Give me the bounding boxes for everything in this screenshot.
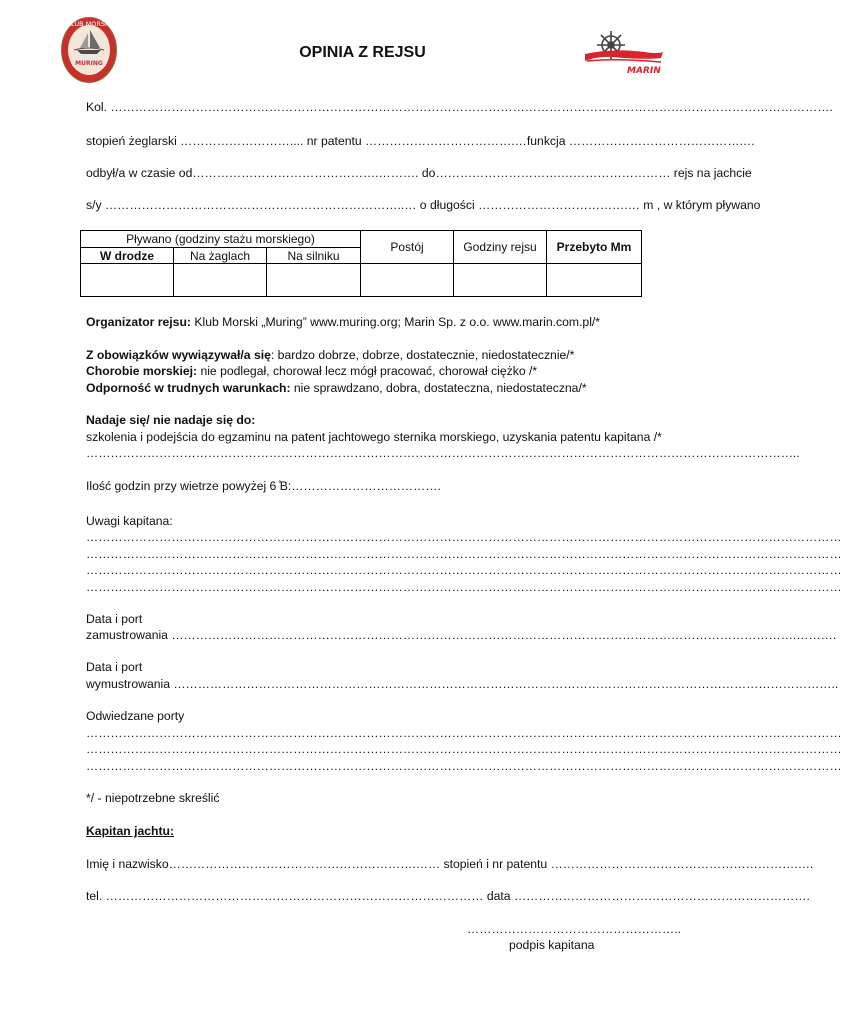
table-header-na-silniku: Na silniku xyxy=(267,248,361,264)
odpornosc-text: nie sprawdzano, dobra, dostateczna, niedostateczna/* xyxy=(290,381,587,395)
uwagi-dots-1: …………………………………………………………………………………………………………………………………………………………………… xyxy=(86,530,842,544)
table-cell xyxy=(454,264,547,297)
signature-line: …………………………………………….. xyxy=(467,922,681,936)
table-header-postoj: Postój xyxy=(361,231,454,264)
odpornosc-label: Odporność w trudnych warunkach: xyxy=(86,381,291,395)
kapitan-imie-field: Imię i nazwisko…………………………………………………….…… stopień i nr patentu …………………………………………………….…. xyxy=(86,857,814,871)
table-header-godziny-rejsu: Godziny rejsu xyxy=(454,231,547,264)
signature-label: podpis kapitana xyxy=(509,938,595,952)
porty-dots-2: …………………………………………………………………………………………………………………………………………………………………… xyxy=(86,742,842,756)
zamustrowanie-field: zamustrowania ……………………………………………………………………………………………………………………………………….………. xyxy=(86,628,837,642)
page-title: OPINIA Z REJSU xyxy=(299,44,426,61)
table-cell xyxy=(81,264,174,297)
organizator-label: Organizator rejsu: xyxy=(86,315,191,329)
porty-label: Odwiedzane porty xyxy=(86,709,185,723)
table-header-na-zaglach: Na żaglach xyxy=(174,248,267,264)
kol-field: Kol. ……………………………………………………………………………………………………………………………………………………………. xyxy=(86,100,833,114)
stopien-patent-funkcja-field: stopień żeglarski ……………………….... nr patentu ……………………………….…funkcja …………………………………….… xyxy=(86,134,756,148)
porty-dots-3: …………………………………………………………………………………………………………………………………………………………………… xyxy=(86,759,842,773)
uwagi-dots-4: …………………………………………………………………………………………………………………………………………………………………… xyxy=(86,580,842,594)
okres-rejsu-field: odbył/a w czasie od……………………………………….………. do………………………….……………………… rejs na jachcie xyxy=(86,166,752,180)
uwagi-label: Uwagi kapitana: xyxy=(86,514,173,528)
table-cell xyxy=(174,264,267,297)
table-header-przebyto: Przebyto Mm xyxy=(547,231,642,264)
table-cell xyxy=(547,264,642,297)
table-header-w-drodze: W drodze xyxy=(81,248,174,264)
footnote: */ - niepotrzebne skreślić xyxy=(86,791,220,805)
table-cell xyxy=(267,264,361,297)
porty-dots-1: …………………………………………………………………………………………………………………………………………………………………… xyxy=(86,726,842,740)
jacht-dlugosc-field: s/y ………………………………………………………………..… o długości ……………………………….… m , w którym pływano xyxy=(86,198,761,212)
kapitan-heading: Kapitan jachtu: xyxy=(86,824,175,838)
table-group-header: Pływano (godziny stażu morskiego) xyxy=(81,231,361,248)
marin-logo-text: MARIN xyxy=(627,66,661,76)
wymustrowanie-field: wymustrowania ……………………………………………………………………………………………………………………………………………….. xyxy=(86,677,839,691)
nadaje-dots: ………………………………………………………………………………………………………………………………………………………….. xyxy=(86,446,800,460)
odpornosc-line xyxy=(86,381,587,395)
svg-text:MURING: MURING xyxy=(75,60,103,67)
godziny-wiatr-field: Ilość godzin przy wietrze powyżej 6 ̊B:………………………………. xyxy=(86,479,441,493)
svg-text:KLUB MORSKI: KLUB MORSKI xyxy=(66,20,112,28)
table-cell xyxy=(361,264,454,297)
wymustrowanie-label: Data i port xyxy=(86,660,143,674)
organizator-text: Klub Morski „Muring” www.muring.org; Marin Sp. z o.o. www.marin.com.pl/* xyxy=(190,315,601,329)
obowiazki-line xyxy=(86,348,574,362)
uwagi-dots-3: …………………………………………………………………………………………………………………………………………………………………… xyxy=(86,563,842,577)
nadaje-text: szkolenia i podejścia do egzaminu na patent jachtowego sternika morskiego, uzyskania patentu kapitana /* xyxy=(86,430,662,444)
kapitan-tel-field: tel. ………………………………………………………………………………… data ………………………………………………………………. xyxy=(86,889,810,903)
nadaje-label: Nadaje się/ nie nadaje się do: xyxy=(86,413,256,427)
choroba-label: Chorobie morskiej: xyxy=(86,364,198,378)
choroba-line xyxy=(86,364,537,378)
obowiazki-text: : bardzo dobrze, dobrze, dostatecznie, niedostatecznie/* xyxy=(270,348,575,362)
choroba-text: nie podlegał, chorował lecz mógł pracować, chorował ciężko /* xyxy=(197,364,538,378)
uwagi-dots-2: …………………………………………………………………………………………………………………………………………………………………… xyxy=(86,547,842,561)
staz-table xyxy=(80,230,642,297)
obowiazki-label: Z obowiązków wywiązywał/a się xyxy=(86,348,271,362)
zamustrowanie-label: Data i port xyxy=(86,612,143,626)
organizator-line xyxy=(86,315,600,329)
